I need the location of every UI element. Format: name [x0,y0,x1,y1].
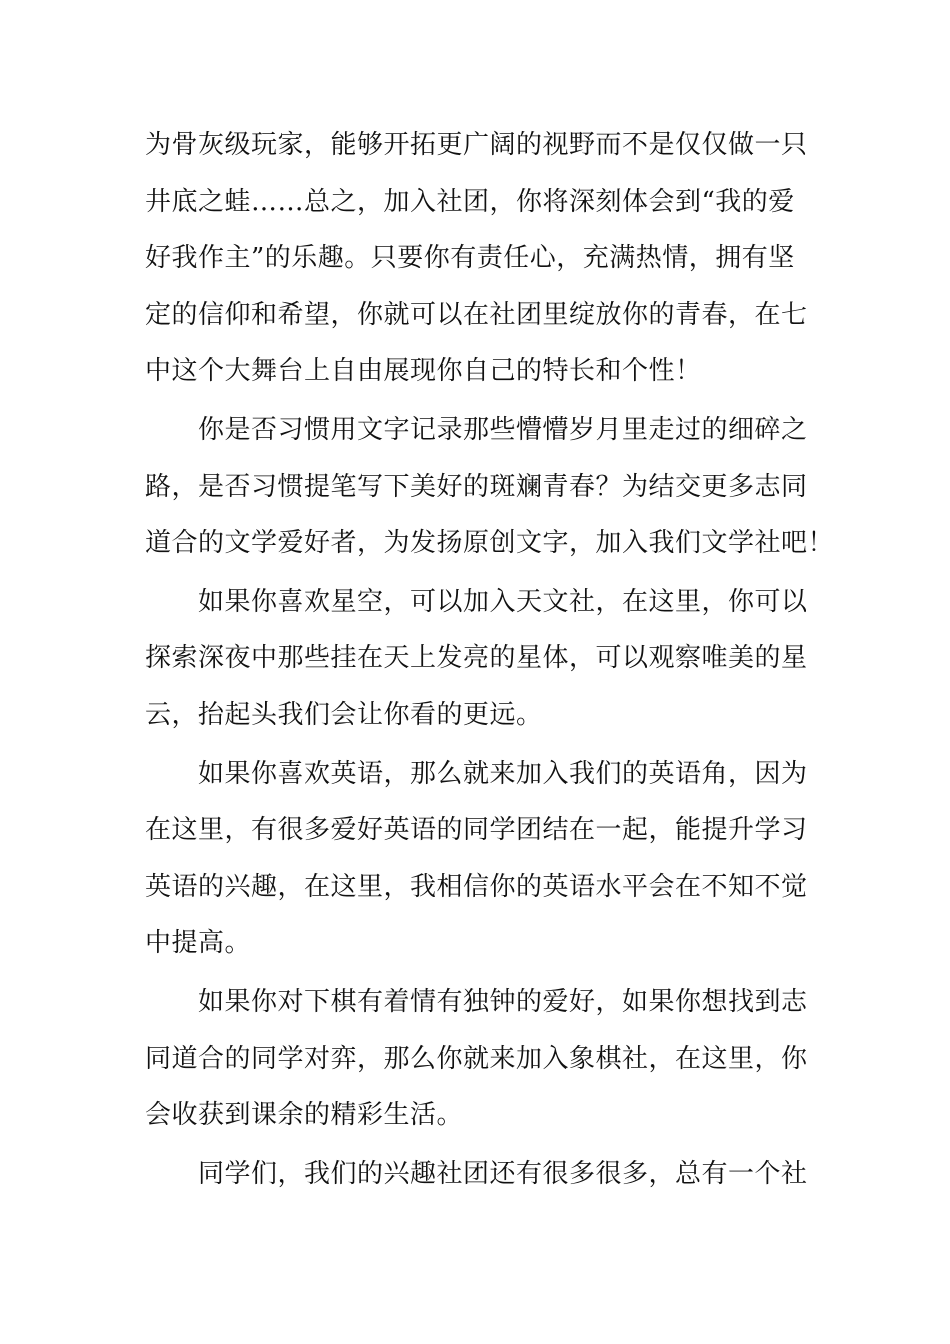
paragraph [145,746,810,972]
text-line: 在这里，有很多爱好英语的同学团结在一起，能提升学习 [145,815,808,846]
text-line: 道合的文学爱好者，为发扬原创文字，加入我们文学社吧！ [145,528,835,559]
paragraph [145,117,810,400]
paragraph [145,1146,810,1203]
text-line: 为骨灰级玩家，能够开拓更广阔的视野而不是仅仅做一只 [145,130,808,160]
text-line: 同学们，我们的兴趣社团还有很多很多，总有一个社 [198,1158,808,1189]
text-line: 好我作主”的乐趣。只要你有责任心，充满热情，拥有坚 [145,243,795,274]
text-line: 定的信仰和希望，你就可以在社团里绽放你的青春，在七 [145,299,808,330]
text-line: 中这个大舞台上自由展现你自己的特长和个性！ [145,356,702,387]
text-line: 云，抬起头我们会让你看的更远。 [145,699,543,730]
text-line: 探索深夜中那些挂在天上发亮的星体，可以观察唯美的星 [145,643,808,674]
text-line: 如果你喜欢英语，那么就来加入我们的英语角，因为 [198,758,808,789]
text-line: 路，是否习惯提笔写下美好的斑斓青春？为结交更多志同 [145,471,808,502]
text-line: 中提高。 [145,928,252,959]
document-body [145,117,835,1202]
text-line: 会收获到课余的精彩生活。 [145,1100,464,1131]
text-line: 同道合的同学对弈，那么你就来加入象棋社，在这里，你 [145,1043,808,1074]
text-line: 如果你喜欢星空，可以加入天文社，在这里，你可以 [198,586,808,617]
text-line: 你是否习惯用文字记录那些懵懵岁月里走过的细碎之 [198,414,808,445]
text-line: 如果你对下棋有着情有独钟的爱好，如果你想找到志 [198,986,808,1017]
paragraph [145,402,835,572]
paragraph [145,974,810,1144]
paragraph [145,574,810,744]
text-line: 英语的兴趣，在这里，我相信你的英语水平会在不知不觉 [145,871,808,902]
text-line: 井底之蛙……总之，加入社团，你将深刻体会到“我的爱 [145,186,795,217]
